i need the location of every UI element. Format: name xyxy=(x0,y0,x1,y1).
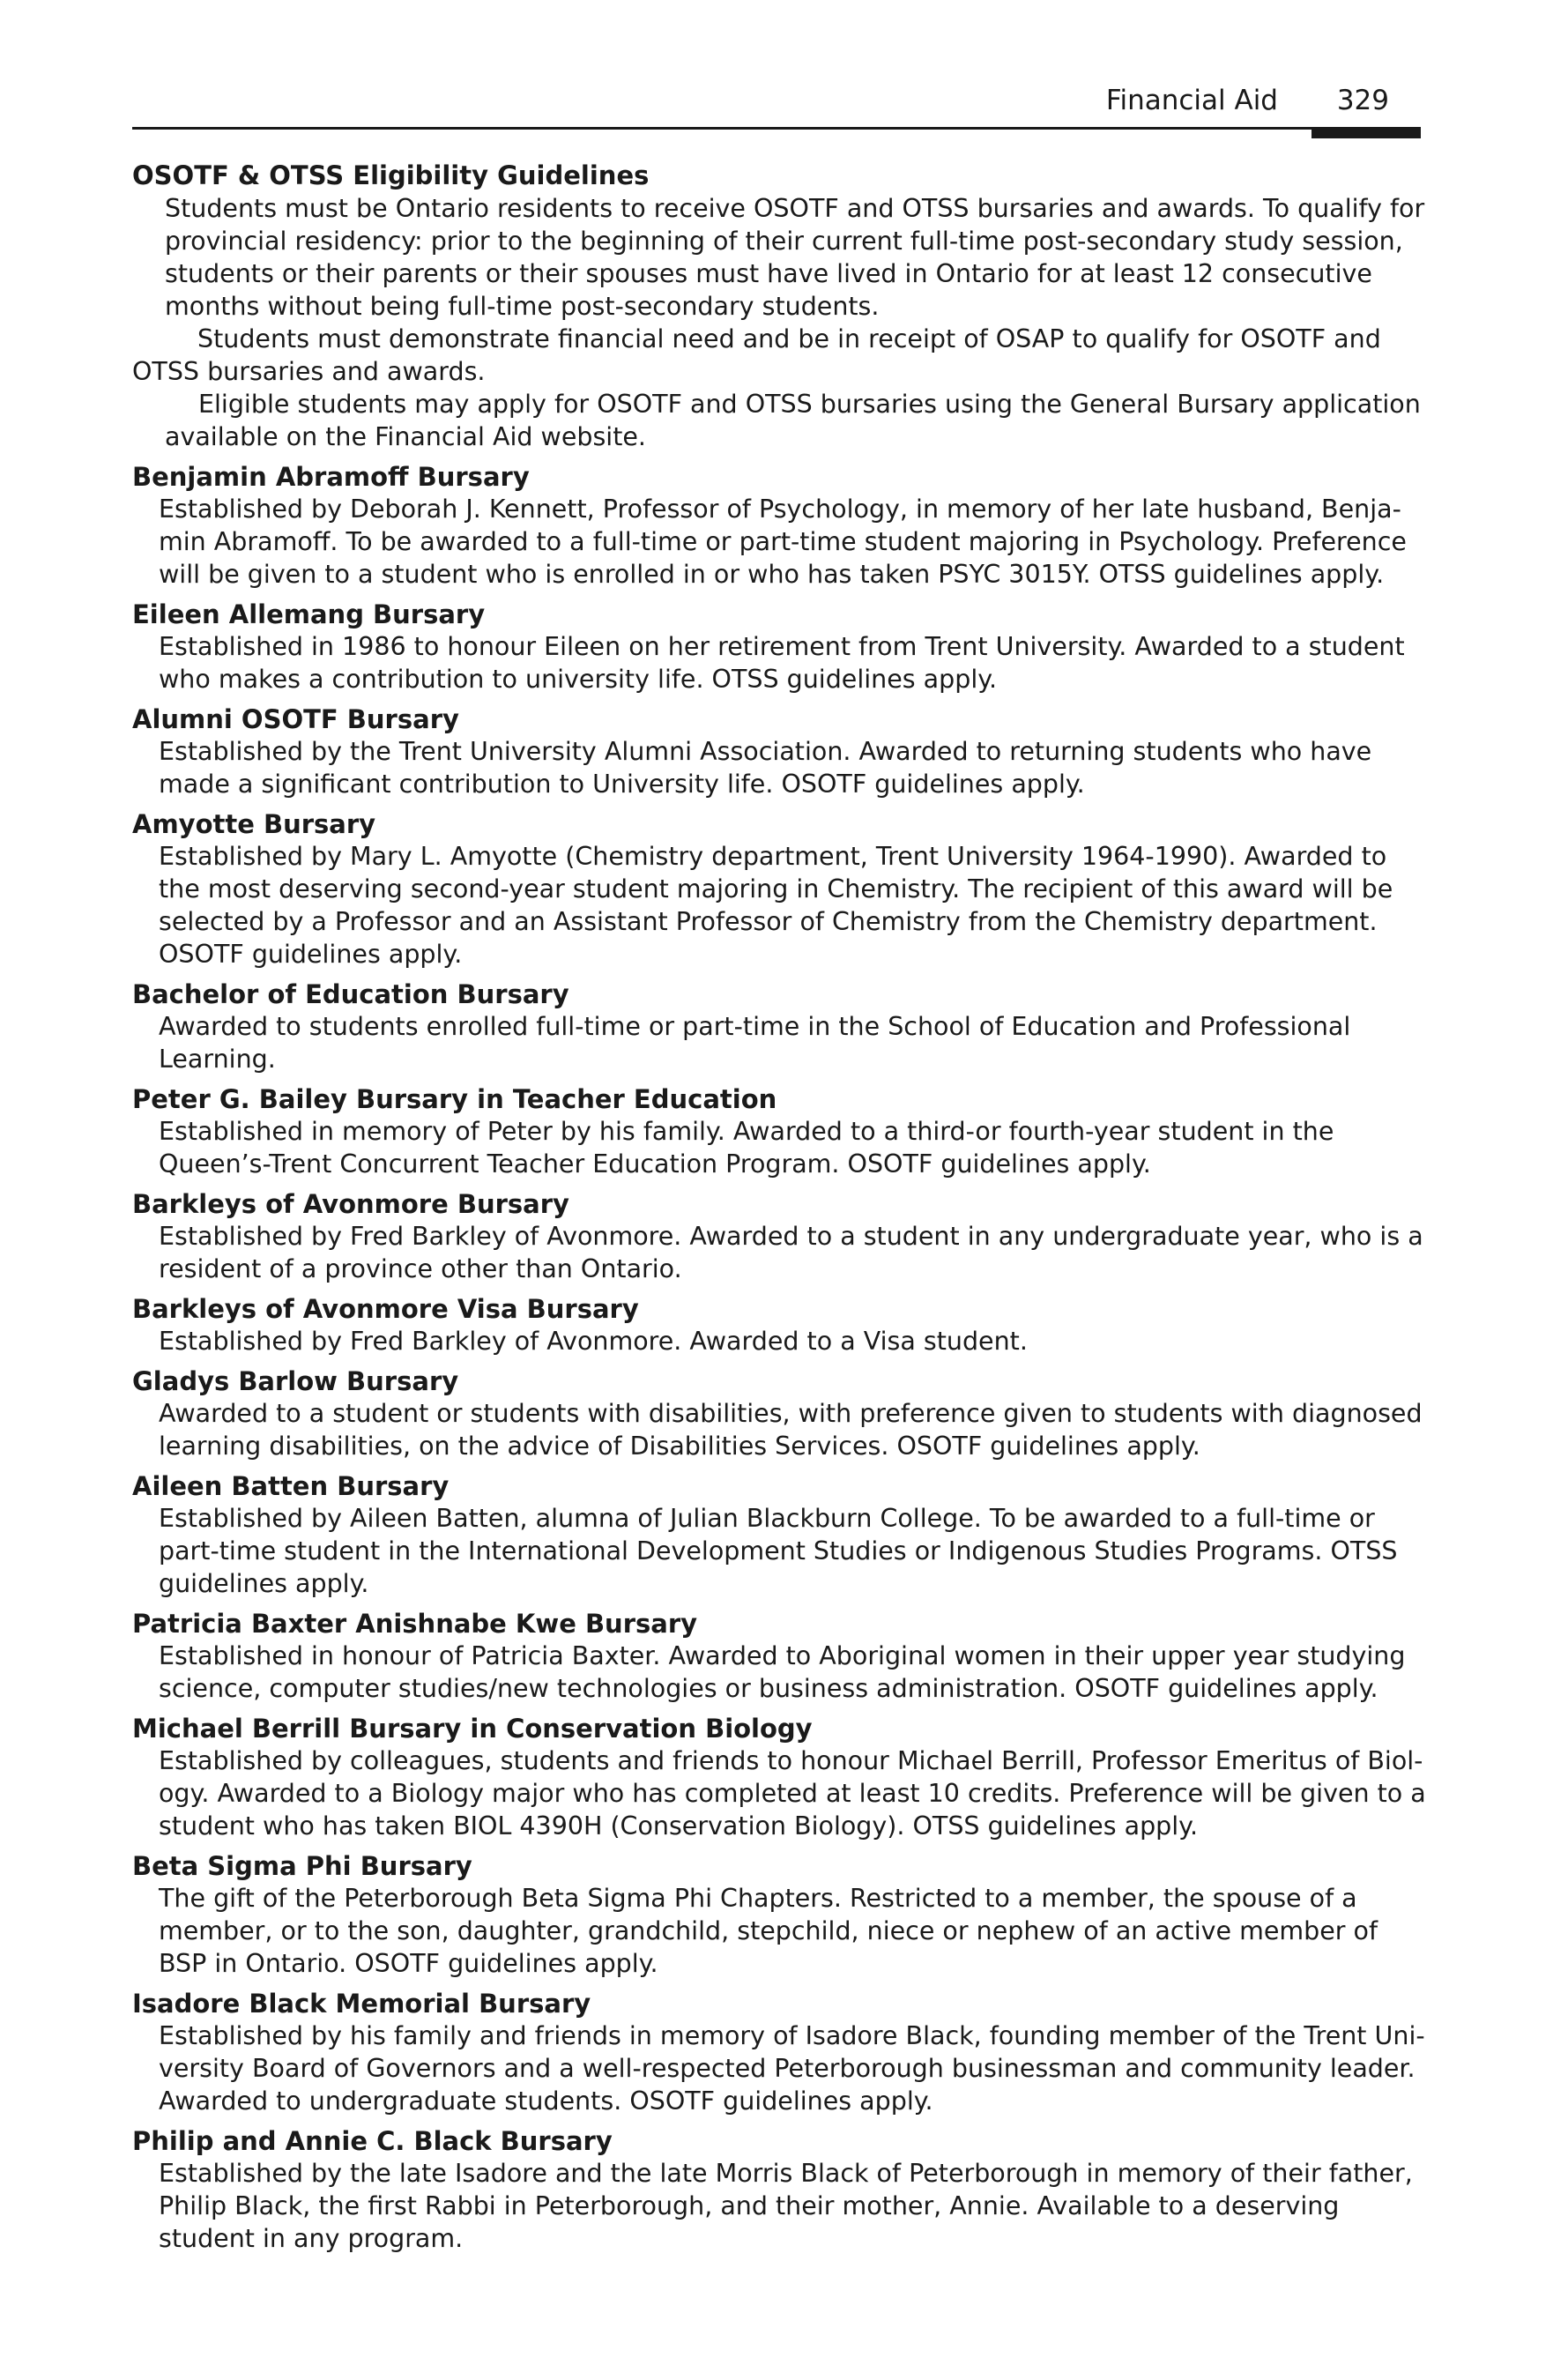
bursary-entry xyxy=(132,1850,1428,1980)
bursary-title: Aileen Batten Bursary xyxy=(132,1471,450,1501)
bursary-description: Awarded to students enrolled full-time or part-time in the School of Education and Professional Learning. xyxy=(159,1012,1351,1074)
bursary-entry xyxy=(132,1083,1428,1180)
bursary-entry xyxy=(132,1988,1428,2117)
eligibility-section xyxy=(132,159,1428,453)
intro-paragraph: Students must be Ontario residents to receive OSOTF and OTSS bursaries and awards. To qualify for provincial residency: prior to the beginning of their current full-time post-secondary study session, students or their parents or their spouses must have lived in Ontario for at least 12 consecutive months without being full-time post-secondary students. xyxy=(165,194,1425,321)
bursary-title: Bachelor of Education Bursary xyxy=(132,979,569,1009)
bursary-description: Established by Deborah J. Kennett, Professor of Psychology, in memory of her late husband, Benja-min Abramoff. To be awarded to a full-time or part-time student majoring in Psychology. Preference will be given to a student who is enrolled in or who has taken PSYC 3015Y. OTSS guidelines apply. xyxy=(159,495,1407,589)
page-content xyxy=(132,159,1428,2255)
bursary-title: Gladys Barlow Bursary xyxy=(132,1366,459,1396)
bursary-title: Michael Berrill Bursary in Conservation Biology xyxy=(132,1714,813,1744)
bursary-title: Patricia Baxter Anishnabe Kwe Bursary xyxy=(132,1609,698,1639)
bursary-entry xyxy=(132,808,1428,971)
page-header xyxy=(132,78,1421,130)
bursary-title: Alumni OSOTF Bursary xyxy=(132,704,459,734)
bursary-entry xyxy=(132,1365,1428,1462)
bursary-description: Established by Mary L. Amyotte (Chemistry department, Trent University 1964-1990). Awarded to the most deserving second-year student majoring in Chemistry. The recipient of this award will be selected by a Professor and an Assistant Professor of Chemistry from the Chemistry department. OSOTF guidelines apply. xyxy=(159,842,1393,969)
bursary-title: Isadore Black Memorial Bursary xyxy=(132,1989,591,2019)
running-head-section: Financial Aid xyxy=(1105,85,1278,116)
bursary-title: Barkleys of Avonmore Bursary xyxy=(132,1189,569,1219)
bursary-entry xyxy=(132,1293,1428,1357)
bursary-title: Barkleys of Avonmore Visa Bursary xyxy=(132,1294,639,1324)
bursary-entry xyxy=(132,978,1428,1075)
bursary-entry xyxy=(132,599,1428,695)
intro-paragraph: Eligible students may apply for OSOTF and OTSS bursaries using the General Bursary application available on the Financial Aid website. xyxy=(165,390,1421,451)
bursary-title: Amyotte Bursary xyxy=(132,809,376,839)
bursary-title: Beta Sigma Phi Bursary xyxy=(132,1851,472,1881)
bursary-entry xyxy=(132,1188,1428,1285)
bursary-description: Established in memory of Peter by his family. Awarded to a third-or fourth-year student in the Queen’s-Trent Concurrent Teacher Education Program. OSOTF guidelines apply. xyxy=(159,1117,1334,1179)
bursary-description: Established by Aileen Batten, alumna of Julian Blackburn College. To be awarded to a full-time or part-time student in the International Development Studies or Indigenous Studies Programs. OTSS guidelines apply. xyxy=(159,1504,1398,1598)
bursary-description: Established by the Trent University Alumni Association. Awarded to returning students who have made a significant contribution to University life. OSOTF guidelines apply. xyxy=(159,737,1372,799)
bursary-description: Established by Fred Barkley of Avonmore. Awarded to a student in any undergraduate year, who is a resident of a province other than Ontario. xyxy=(159,1222,1423,1283)
page-number: 329 xyxy=(1336,85,1389,116)
bursary-title: Peter G. Bailey Bursary in Teacher Education xyxy=(132,1084,777,1114)
bursary-description: The gift of the Peterborough Beta Sigma Phi Chapters. Restricted to a member, the spouse of a member, or to the son, daughter, grandchild, stepchild, niece or nephew of an active member of BSP in Ontario. OSOTF guidelines apply. xyxy=(159,1884,1378,1978)
bursary-title: Benjamin Abramoff Bursary xyxy=(132,462,530,492)
bursary-entry xyxy=(132,1608,1428,1705)
bursary-entry xyxy=(132,461,1428,591)
bursary-entry xyxy=(132,1713,1428,1842)
bursary-title: Philip and Annie C. Black Bursary xyxy=(132,2126,613,2156)
bursary-description: Awarded to a student or students with disabilities, with preference given to students with diagnosed learning disabilities, on the advice of Disabilities Services. OSOTF guidelines apply. xyxy=(159,1399,1423,1461)
bursary-title: Eileen Allemang Bursary xyxy=(132,599,486,629)
bursary-entry xyxy=(132,703,1428,800)
bursary-description: Established in 1986 to honour Eileen on her retirement from Trent University. Awarded to a student who makes a contribution to university life. OTSS guidelines apply. xyxy=(159,632,1405,694)
bursary-entry xyxy=(132,1470,1428,1600)
bursary-description: Established by Fred Barkley of Avonmore. Awarded to a Visa student. xyxy=(159,1327,1028,1356)
bursary-description: Established by the late Isadore and the late Morris Black of Peterborough in memory of their father, Philip Black, the first Rabbi in Peterborough, and their mother, Annie. Available to a deserving student in any program. xyxy=(159,2159,1413,2253)
bursary-description: Established by his family and friends in memory of Isadore Black, founding member of the Trent Uni-versity Board of Governors and a well-respected Peterborough businessman and community leader. Awarded to undergraduate students. OSOTF guidelines apply. xyxy=(159,2021,1425,2116)
bursary-description: Established in honour of Patricia Baxter. Awarded to Aboriginal women in their upper year studying science, computer studies/new technologies or business administration. OSOTF guidelines apply. xyxy=(159,1641,1406,1703)
header-tab-bar xyxy=(1312,128,1421,138)
intro-paragraph: Students must demonstrate financial need and be in receipt of OSAP to qualify for OSOTF and OTSS bursaries and awards. xyxy=(132,324,1381,386)
section-heading: OSOTF & OTSS Eligibility Guidelines xyxy=(132,160,650,190)
bursary-description: Established by colleagues, students and friends to honour Michael Berrill, Professor Emeritus of Biol-ogy. Awarded to a Biology major who has completed at least 10 credits. Preference will be given to a student who has taken BIOL 4390H (Conservation Biology). OTSS guidelines apply. xyxy=(159,1746,1426,1841)
bursary-entry xyxy=(132,2125,1428,2255)
